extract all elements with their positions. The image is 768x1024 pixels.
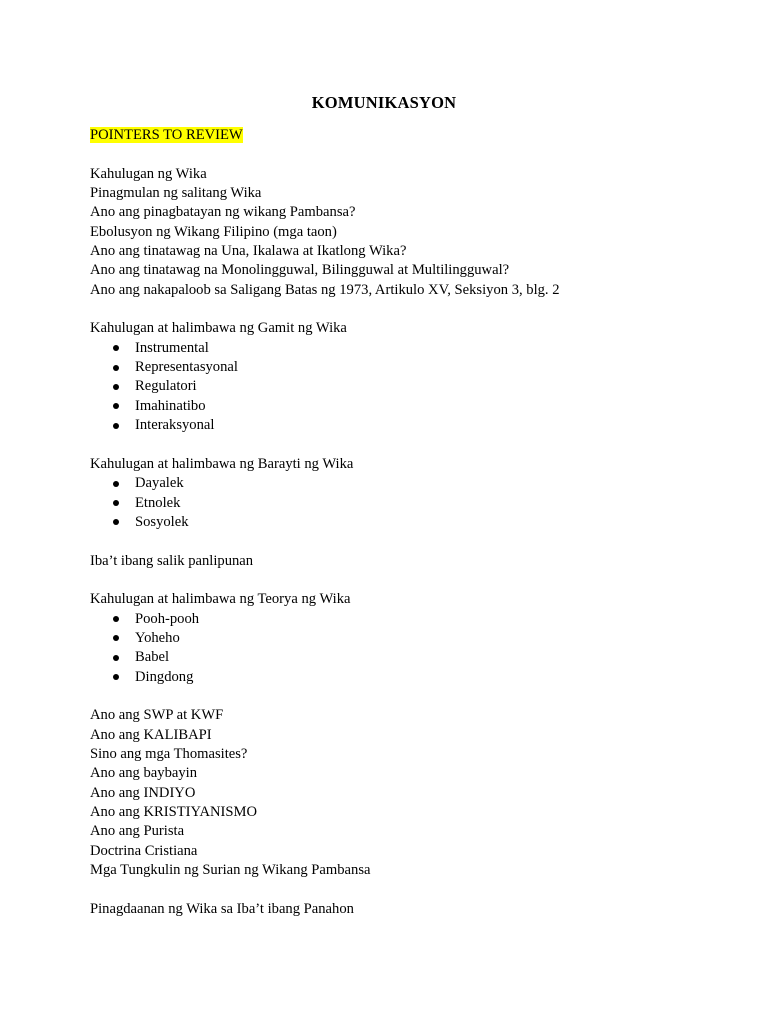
review-line: Pinagmulan ng salitang Wika	[90, 185, 262, 202]
list-item: Interaksyonal	[90, 416, 710, 435]
review-line: Ano ang SWP at KWF	[90, 707, 224, 724]
review-line: Ano ang baybayin	[90, 765, 197, 782]
review-line: Kahulugan ng Wika	[90, 165, 207, 182]
spacer	[90, 436, 710, 455]
document-title: KOMUNIKASYON	[311, 93, 457, 112]
barayti-list	[90, 474, 710, 532]
review-line: Sino ang mga Thomasites?	[90, 746, 248, 762]
list-item: Dayalek	[90, 474, 710, 493]
spacer	[90, 300, 710, 319]
spacer	[90, 145, 710, 164]
list-item: Imahinatibo	[90, 397, 710, 416]
spacer	[90, 532, 710, 551]
review-line: Ebolusyon ng Wikang Filipino (mga taon)	[90, 223, 337, 240]
review-line: Ano ang tinatawag na Una, Ikalawa at Ikatlong Wika?	[90, 243, 407, 260]
gamit-list	[90, 339, 710, 436]
gamit-heading: Kahulugan at halimbawa ng Gamit ng Wika	[90, 320, 347, 337]
spacer	[90, 687, 710, 706]
list-item: Etnolek	[90, 494, 710, 513]
review-line: Ano ang INDIYO	[90, 784, 196, 801]
pointers-heading	[90, 126, 710, 145]
closing-line: Pinagdaanan ng Wika sa Iba’t ibang Panahon	[90, 900, 354, 917]
barayti-heading: Kahulugan at halimbawa ng Barayti ng Wika	[90, 455, 354, 472]
list-item: Pooh-pooh	[90, 610, 710, 629]
review-line: Ano ang KALIBAPI	[90, 726, 212, 743]
review-line: Ano ang nakapaloob sa Saligang Batas ng 1973, Artikulo XV, Seksiyon 3, blg. 2	[90, 281, 560, 298]
list-item: Representasyonal	[90, 358, 710, 377]
salik-line: Iba’t ibang salik panlipunan	[90, 552, 254, 569]
list-item: Instrumental	[90, 339, 710, 358]
list-item: Yoheho	[90, 629, 710, 648]
list-item: Sosyolek	[90, 513, 710, 532]
list-item: Regulatori	[90, 377, 710, 396]
list-item: Babel	[90, 648, 710, 667]
review-line: Doctrina Cristiana	[90, 842, 198, 859]
teorya-list	[90, 610, 710, 687]
list-item: Dingdong	[90, 668, 710, 687]
review-line: Ano ang pinagbatayan ng wikang Pambansa?	[90, 204, 356, 221]
document-body	[90, 126, 710, 919]
review-line: Ano ang Purista	[90, 823, 185, 840]
review-line: Ano ang KRISTIYANISMO	[90, 804, 258, 821]
review-line: Ano ang tinatawag na Monolingguwal, Bilingguwal at Multilingguwal?	[90, 262, 510, 279]
spacer	[90, 880, 710, 899]
review-line: Mga Tungkulin ng Surian ng Wikang Pambansa	[90, 862, 371, 879]
spacer	[90, 571, 710, 590]
teorya-heading: Kahulugan at halimbawa ng Teorya ng Wika	[90, 591, 351, 608]
highlighted-label: POINTERS TO REVIEW	[90, 127, 243, 143]
